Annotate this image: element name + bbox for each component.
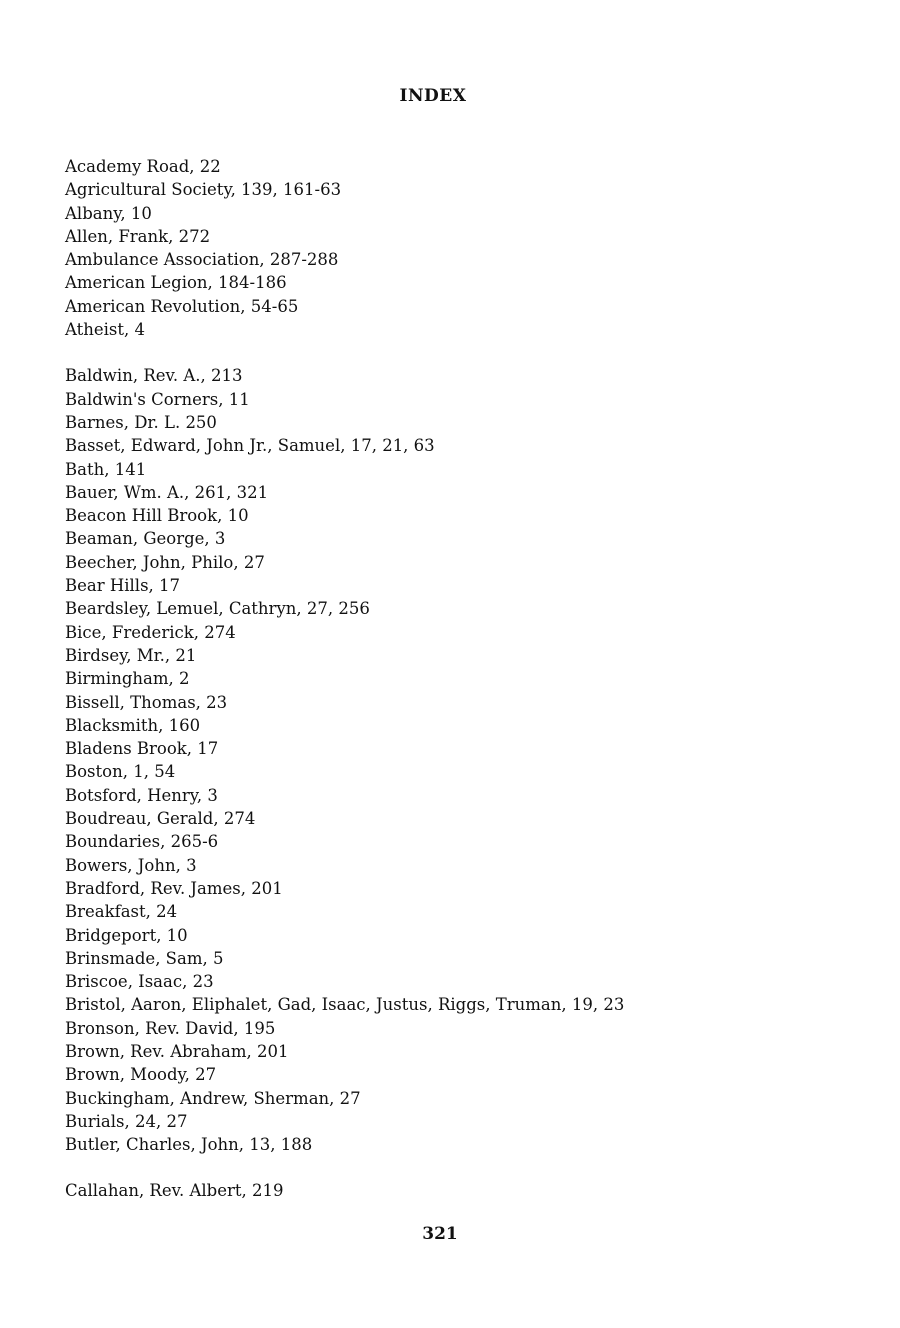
index-entry: Bice, Frederick, 274 (65, 622, 236, 642)
index-entry: Baldwin's Corners, 11 (65, 389, 250, 409)
index-list (65, 155, 865, 1226)
index-entry: Albany, 10 (65, 203, 152, 223)
index-entry: Barnes, Dr. L. 250 (65, 412, 217, 432)
index-entry: American Revolution, 54-65 (65, 296, 299, 316)
index-entry: Briscoe, Isaac, 23 (65, 972, 214, 992)
index-entry: Bristol, Aaron, Eliphalet, Gad, Isaac, Justus, Riggs, Truman, 19, 23 (65, 995, 625, 1015)
index-entry: Blacksmith, 160 (65, 715, 201, 735)
index-group-a (65, 155, 865, 341)
index-entry: Beardsley, Lemuel, Cathryn, 27, 256 (65, 599, 370, 619)
index-entry: Bissell, Thomas, 23 (65, 692, 228, 712)
index-entry: Bladens Brook, 17 (65, 739, 219, 759)
index-entry: Bronson, Rev. David, 195 (65, 1018, 276, 1038)
index-entry: Boundaries, 265-6 (65, 832, 219, 852)
index-entry: Bradford, Rev. James, 201 (65, 878, 283, 898)
index-entry: Bridgeport, 10 (65, 925, 188, 945)
index-entry: Callahan, Rev. Albert, 219 (65, 1181, 284, 1201)
index-entry: American Legion, 184-186 (65, 273, 287, 293)
index-entry: Beaman, George, 3 (65, 529, 226, 549)
page-number: 321 (422, 1224, 458, 1244)
index-entry: Bowers, John, 3 (65, 855, 197, 875)
index-entry: Bauer, Wm. A., 261, 321 (65, 482, 269, 502)
index-entry: Brinsmade, Sam, 5 (65, 948, 224, 968)
index-entry: Bath, 141 (65, 459, 147, 479)
index-entry: Botsford, Henry, 3 (65, 785, 218, 805)
index-entry: Burials, 24, 27 (65, 1111, 188, 1131)
index-entry: Birmingham, 2 (65, 669, 190, 689)
index-entry: Academy Road, 22 (65, 157, 221, 176)
index-entry: Brown, Rev. Abraham, 201 (65, 1041, 289, 1061)
index-entry: Beacon Hill Brook, 10 (65, 506, 249, 526)
index-entry: Brown, Moody, 27 (65, 1065, 217, 1085)
index-group-c (65, 1179, 865, 1202)
index-entry: Birdsey, Mr., 21 (65, 645, 197, 665)
index-entry: Agricultural Society, 139, 161-63 (65, 180, 342, 200)
index-entry: Beecher, John, Philo, 27 (65, 552, 265, 572)
index-entry: Atheist, 4 (65, 320, 146, 340)
index-entry: Breakfast, 24 (65, 902, 178, 922)
index-entry: Butler, Charles, John, 13, 188 (65, 1135, 313, 1155)
index-entry: Ambulance Association, 287-288 (65, 250, 339, 270)
index-entry: Boudreau, Gerald, 274 (65, 809, 256, 829)
page-title: INDEX (399, 86, 467, 106)
index-entry: Allen, Frank, 272 (65, 226, 211, 246)
index-entry: Buckingham, Andrew, Sherman, 27 (65, 1088, 361, 1108)
index-entry: Boston, 1, 54 (65, 762, 176, 782)
index-entry: Basset, Edward, John Jr., Samuel, 17, 21, 63 (65, 436, 435, 456)
index-entry: Baldwin, Rev. A., 213 (65, 366, 243, 386)
index-group-b (65, 364, 865, 1156)
index-entry: Bear Hills, 17 (65, 576, 181, 596)
